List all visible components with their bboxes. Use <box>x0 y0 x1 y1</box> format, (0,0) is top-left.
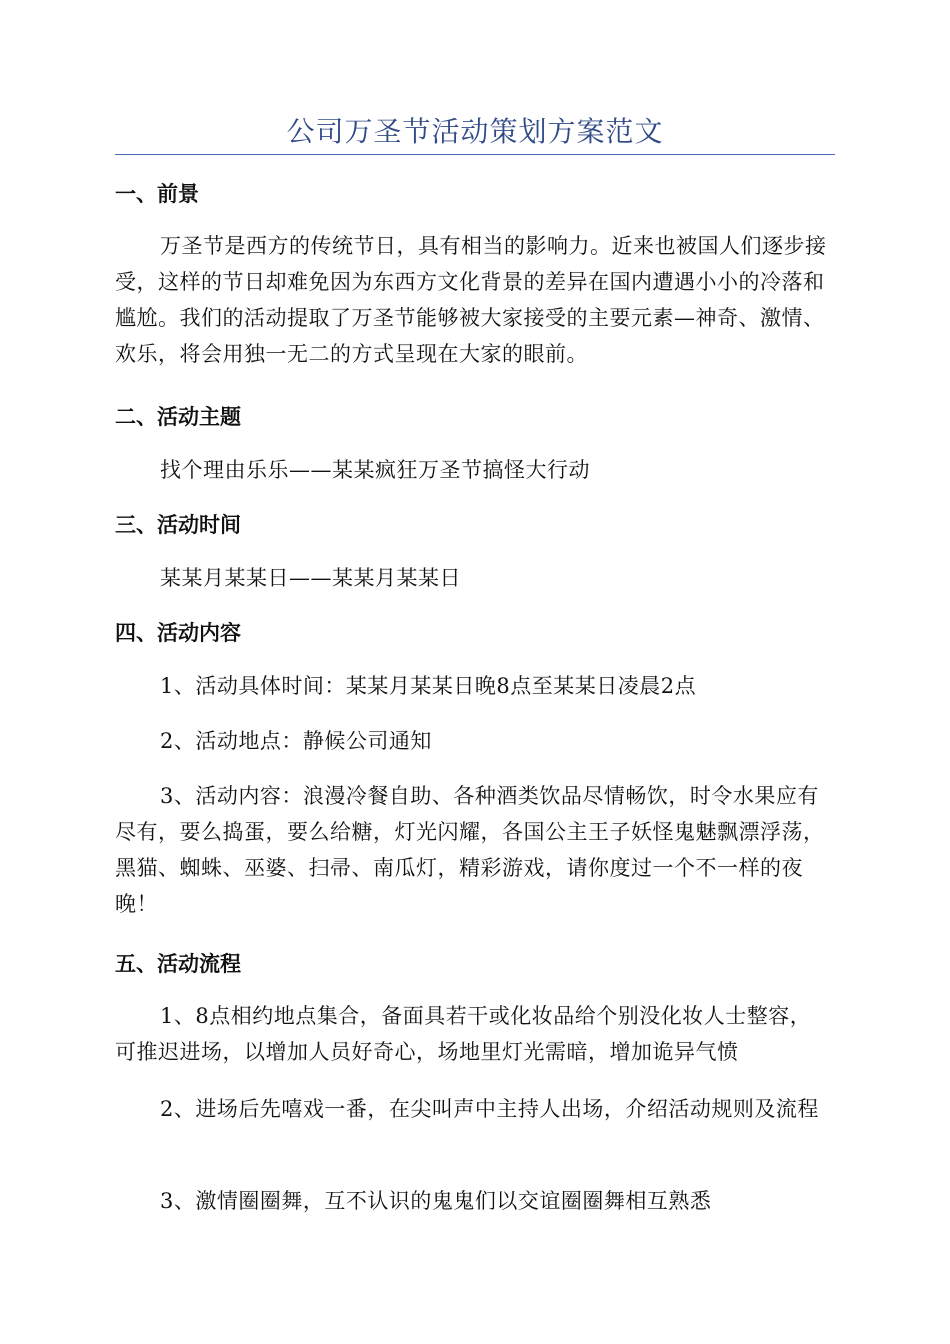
title-underline <box>115 154 835 155</box>
paragraph-process-step1: 1、8点相约地点集合，备面具若干或化妆品给个别没化妆人士整容，可推迟进场，以增加人员好奇心，场地里灯光需暗，增加诡异气愤 <box>115 1004 812 1064</box>
paragraph-theme: 找个理由乐乐——某某疯狂万圣节搞怪大行动 <box>160 458 590 482</box>
section-heading-theme: 二、活动主题 <box>115 405 241 429</box>
section-heading-content: 四、活动内容 <box>115 621 241 645</box>
paragraph-process-step2: 2、进场后先嘻戏一番，在尖叫声中主持人出场，介绍活动规则及流程 <box>160 1097 819 1121</box>
paragraph-process-step3: 3、激情圈圈舞，互不认识的鬼鬼们以交谊圈圈舞相互熟悉 <box>160 1189 712 1213</box>
document-title: 公司万圣节活动策划方案范文 <box>286 115 664 148</box>
paragraph-content-details: 3、活动内容：浪漫冷餐自助、各种酒类饮品尽情畅饮，时令水果应有尽有，要么捣蛋，要么给糖，灯光闪耀，各国公主王子妖怪鬼魅飘漂浮荡，黑猫、蜘蛛、巫婆、扫帚、南瓜灯，精彩游戏，请你度过一个不一样的夜晚！ <box>115 784 825 916</box>
section-heading-background: 一、前景 <box>115 182 199 206</box>
section-heading-process: 五、活动流程 <box>115 952 241 976</box>
paragraph-content-time: 1、活动具体时间：某某月某某日晚8点至某某日凌晨2点 <box>160 674 697 698</box>
paragraph-content-location: 2、活动地点：静候公司通知 <box>160 729 432 753</box>
paragraph-time: 某某月某某日——某某月某某日 <box>160 566 461 590</box>
paragraph-background: 万圣节是西方的传统节日，具有相当的影响力。近来也被国人们逐步接受，这样的节日却难免因为东西方文化背景的差异在国内遭遇小小的冷落和尴尬。我们的活动提取了万圣节能够被大家接受的主要元素—神奇、激情、欢乐，将会用独一无二的方式呈现在大家的眼前。 <box>115 234 827 366</box>
section-heading-time: 三、活动时间 <box>115 513 241 537</box>
